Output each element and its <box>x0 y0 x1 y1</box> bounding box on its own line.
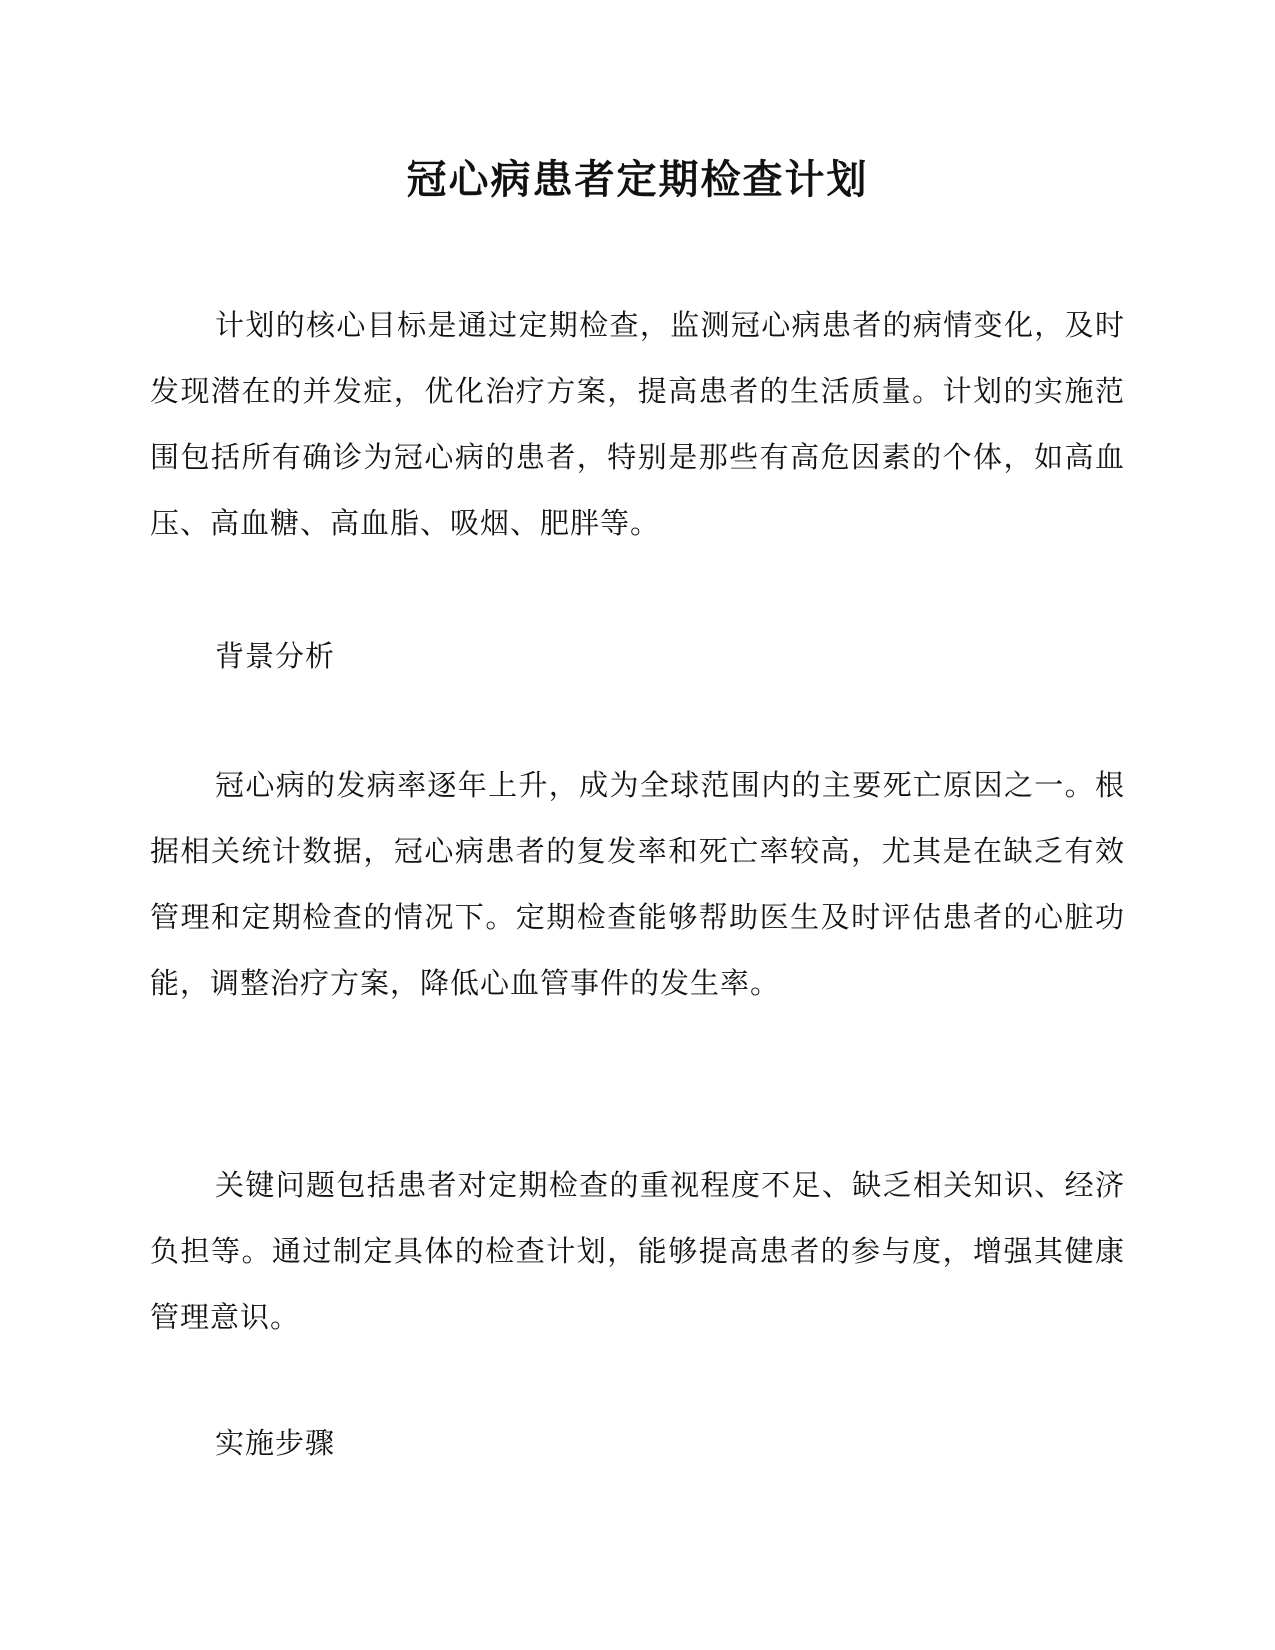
section-heading-steps: 实施步骤 <box>215 1426 336 1460</box>
paragraph-goals: 计划的核心目标是通过定期检查，监测冠心病患者的病情变化，及时发现潜在的并发症，优化治疗方案，提高患者的生活质量。计划的实施范围包括所有确诊为冠心病的患者，特别是那些有高危因素的个体，如高血压、高血糖、高血脂、吸烟、肥胖等。 <box>150 308 1125 540</box>
section-heading-background: 背景分析 <box>215 639 336 673</box>
paragraph-background: 冠心病的发病率逐年上升，成为全球范围内的主要死亡原因之一。根据相关统计数据，冠心病患者的复发率和死亡率较高，尤其是在缺乏有效管理和定期检查的情况下。定期检查能够帮助医生及时评估患者的心脏功能，调整治疗方案，降低心血管事件的发生率。 <box>150 768 1125 1000</box>
page-title: 冠心病患者定期检查计划 <box>406 157 869 203</box>
paragraph-key-issues: 关键问题包括患者对定期检查的重视程度不足、缺乏相关知识、经济负担等。通过制定具体的检查计划，能够提高患者的参与度，增强其健康管理意识。 <box>150 1168 1125 1334</box>
